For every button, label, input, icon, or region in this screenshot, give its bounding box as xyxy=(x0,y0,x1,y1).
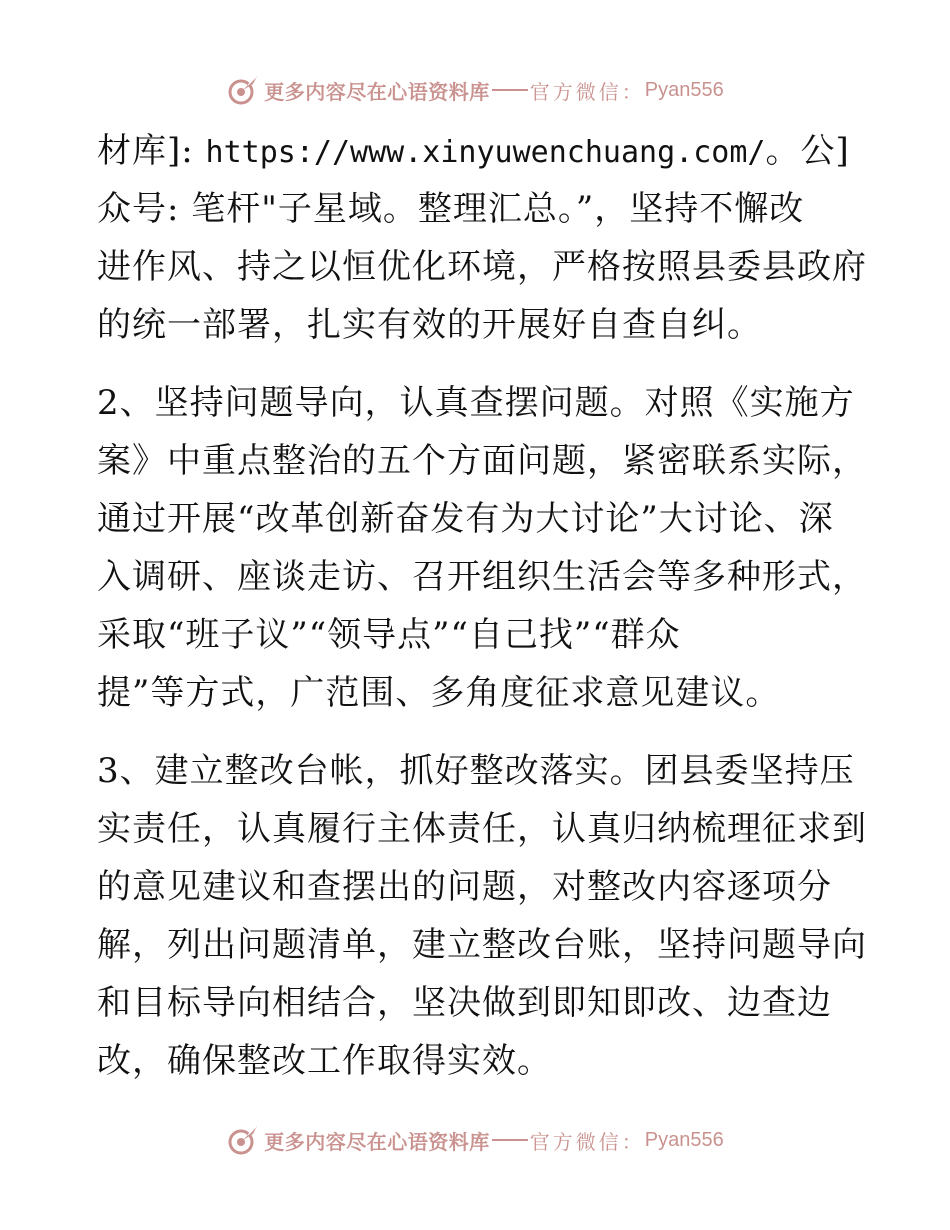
watermark-id: Pyan556 xyxy=(644,78,724,101)
text-line: 改，确保整改工作取得实效。 xyxy=(97,1041,552,1081)
text-line: 实责任，认真履行主体责任，认真归纳梳理征求到 xyxy=(97,809,867,849)
text-line: 提”等方式，广范围、多角度征求意见建议。 xyxy=(97,673,781,713)
footer-watermark xyxy=(0,1120,950,1160)
watermark-label: 官方微信： xyxy=(529,1129,645,1154)
watermark-label: 官方微信： xyxy=(529,79,645,104)
text-line-prefix: 材库]: xyxy=(97,131,206,171)
text-line: 案》中重点整治的五个方面问题，紧密联系实际， xyxy=(97,441,867,481)
text-line: 3、建立整改台帐，抓好整改落实。团县委坚持压 xyxy=(97,751,855,791)
quill-circle-icon xyxy=(226,1123,260,1157)
header-watermark xyxy=(0,70,950,110)
text-line: 通过开展“改革创新奋发有为大讨论”大讨论、深 xyxy=(97,499,834,539)
text-line: 进作风、持之以恒优化环境，严格按照县委县政府 xyxy=(97,247,867,287)
watermark-id: Pyan556 xyxy=(644,1128,724,1151)
text-line: 的统一部署，扎实有效的开展好自查自纠。 xyxy=(97,305,762,345)
text-line xyxy=(97,122,857,180)
paragraph-2 xyxy=(97,374,867,722)
paragraph-1 xyxy=(97,122,867,354)
quill-circle-icon xyxy=(226,73,260,107)
paragraph-3 xyxy=(97,742,867,1090)
watermark-dash xyxy=(492,89,528,91)
watermark-text: 更多内容尽在心语资料库 xyxy=(264,79,490,104)
watermark-text: 更多内容尽在心语资料库 xyxy=(264,1129,490,1154)
text-line-suffix: 。公] xyxy=(765,131,850,171)
document-body xyxy=(97,122,867,1090)
text-line: 众号: 笔杆"子星域。整理汇总。”，坚持不懈改 xyxy=(97,189,805,229)
text-line: 的意见建议和查摆出的问题，对整改内容逐项分 xyxy=(97,867,832,907)
text-line: 解，列出问题清单，建立整改台账，坚持问题导向 xyxy=(97,925,867,965)
text-line: 采取“班子议”“领导点”“自己找”“群众 xyxy=(97,615,681,655)
text-line: 入调研、座谈走访、召开组织生活会等多种形式， xyxy=(97,557,867,597)
text-line: 2、坚持问题导向，认真查摆问题。对照《实施方 xyxy=(97,383,855,423)
text-line: 和目标导向相结合，坚决做到即知即改、边查边 xyxy=(97,983,832,1023)
url-text: https://www.xinyuwenchuang.com/ xyxy=(205,135,766,170)
watermark-dash xyxy=(492,1139,528,1141)
